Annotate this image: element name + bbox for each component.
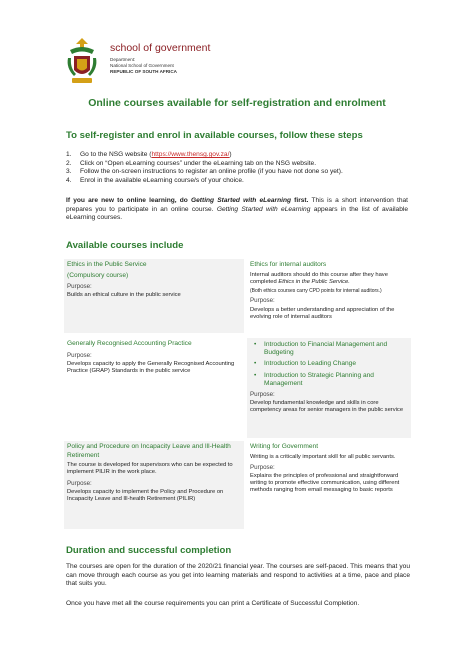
purpose-label: Purpose: — [250, 297, 275, 305]
page-title: Online courses available for self-registration and enrolment — [88, 97, 386, 109]
course-description: Internal auditors should do this course after they have completed Ethics in the Public Service. — [250, 271, 388, 285]
purpose-label: Purpose: — [250, 391, 275, 399]
course-subtitle: (Compulsory course) — [67, 271, 129, 279]
org-name: school of government — [110, 42, 211, 54]
org-subtitle — [110, 57, 177, 75]
nsg-website-link[interactable]: https://www.thensg.gov.za/ — [151, 151, 230, 158]
course-purpose: Develops capacity to apply the Generally Recognised Accounting Practice (GRAP) Standards in the public service — [67, 360, 235, 374]
step-item — [66, 168, 426, 177]
step-text: Go to the NSG website (https://www.thensg.gov.za/) — [80, 151, 232, 158]
course-grap — [64, 338, 244, 438]
course-intro-group — [247, 338, 411, 438]
course-note: (Both ethics courses carry CPD points for internal auditors.) — [250, 288, 382, 294]
step-item — [66, 160, 426, 169]
org-sub-line2: National School of Government — [110, 63, 174, 68]
purpose-label: Purpose: — [67, 479, 92, 487]
org-sub-line1: Department: — [110, 57, 136, 62]
course-writing — [247, 441, 411, 529]
step-number: 3. — [66, 168, 72, 176]
completion-paragraph: Once you have met all the course requirements you can print a Certificate of Successful Completion. — [66, 600, 360, 607]
course-purpose: Explains the principles of professional and straightforward writing to promote effective communication, using different methods ranging from email messaging to basic reports — [250, 473, 400, 494]
course-title: Writing for Government — [250, 443, 319, 450]
course-pilir — [64, 441, 244, 529]
steps-list — [66, 151, 426, 185]
list-item: • Introduction to Financial Management and Budgeting — [250, 341, 408, 357]
course-purpose: Develops capacity to implement the Policy and Procedure on Incapacity Leave and Ill-health Retirement (PILIR) — [67, 488, 224, 502]
step-item — [66, 151, 426, 160]
course-purpose: Develops a better understanding and appreciation of the evolving role of internal auditors — [250, 306, 395, 320]
intro-paragraph: If you are new to online learning, do Getting Started with eLearning first. This is a short intervention that prepares you to participate in an online course. Getting Started with eLearning appears in the list of available eLearning courses. — [66, 197, 409, 222]
step-text: Follow the on-screen instructions to register an online profile (if you have not done so yet). — [80, 168, 343, 176]
course-title: Ethics in the Public Service — [67, 261, 147, 268]
intro-course-list — [250, 341, 408, 388]
list-item: • Introduction to Strategic Planning and Management — [250, 372, 408, 388]
purpose-label: Purpose: — [67, 351, 92, 359]
step-text: Enrol in the available eLearning course/s of your choice. — [80, 176, 244, 184]
course-purpose: Develop fundamental knowledge and skills in core competency areas for senior managers in the public service — [250, 400, 404, 414]
steps-heading: To self-register and enrol in available courses, follow these steps — [66, 130, 363, 141]
purpose-label: Purpose: — [250, 463, 275, 471]
course-description: The course is developed for supervisors who can be expected to implement PILIR in the work place. — [67, 462, 233, 476]
step-number: 2. — [66, 159, 72, 167]
step-number: 1. — [66, 151, 72, 158]
courses-heading: Available courses include — [66, 240, 184, 251]
header-logo — [62, 30, 242, 88]
course-description: Writing is a critically important skill for all public servants. — [250, 453, 396, 460]
coat-of-arms-icon — [62, 36, 102, 86]
org-sub-line3: REPUBLIC OF SOUTH AFRICA — [110, 69, 177, 74]
course-ethics — [64, 259, 244, 333]
duration-heading: Duration and successful completion — [66, 545, 232, 556]
course-title: Policy and Procedure on Incapacity Leave and Ill-Health Retirement — [67, 443, 231, 459]
course-title: Generally Recognised Accounting Practice — [67, 340, 192, 347]
step-text: Click on “Open eLearning courses” under the eLearning tab on the NSG website. — [80, 159, 317, 167]
course-title: Ethics for internal auditors — [250, 261, 327, 268]
course-purpose: Builds an ethical culture in the public service — [67, 292, 181, 299]
list-item: • Introduction to Leading Change — [250, 360, 408, 368]
step-item — [66, 177, 426, 186]
course-ethics-auditors — [247, 259, 411, 333]
duration-paragraph: The courses are open for the duration of the 2020/21 financial year. The courses are self-paced. This means that you can move through each course as you get into learning materials and respond to activities at a time, pace and place that suits you. — [66, 563, 410, 588]
purpose-label: Purpose: — [67, 283, 92, 291]
step-number: 4. — [66, 176, 72, 184]
